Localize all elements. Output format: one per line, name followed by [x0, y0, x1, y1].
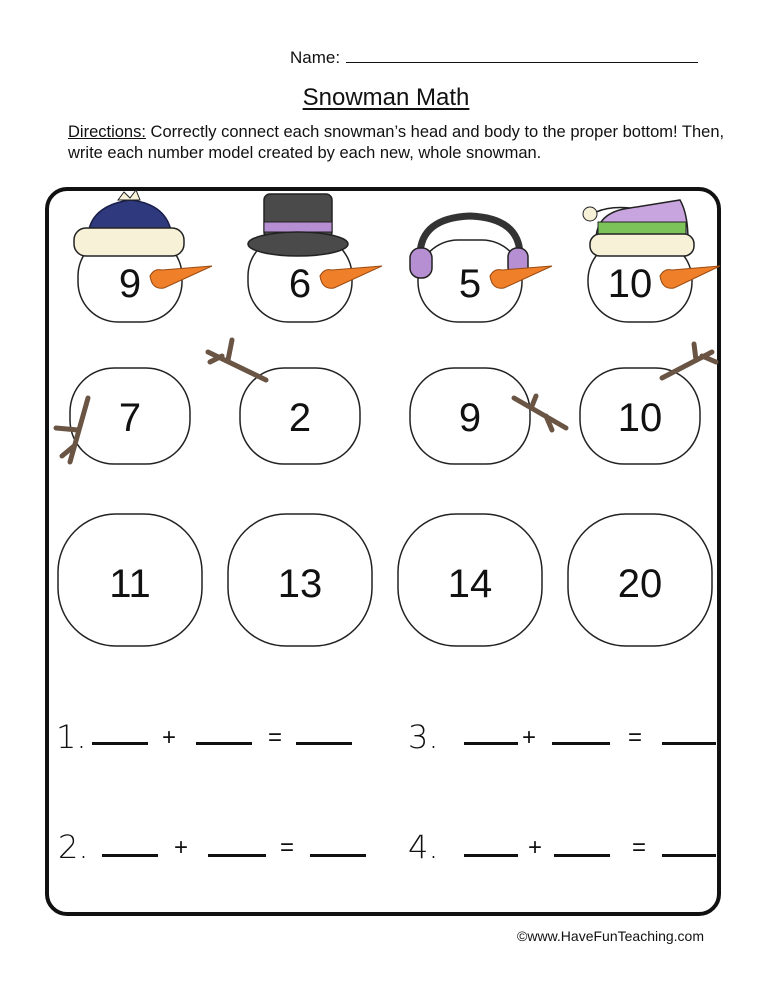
equals-sign: =	[268, 724, 283, 751]
answer-blank[interactable]	[92, 742, 148, 745]
answer-blank[interactable]	[208, 854, 266, 857]
equals-sign: =	[632, 834, 647, 861]
body-number: 2	[288, 396, 312, 440]
directions-label: Directions:	[68, 123, 146, 141]
body-number: 7	[118, 396, 142, 440]
bottom-number: 11	[109, 562, 151, 606]
name-label: Name:	[290, 48, 341, 67]
bottom-number: 14	[447, 562, 493, 606]
answer-blank[interactable]	[310, 854, 366, 857]
equals-sign: =	[628, 724, 643, 751]
answer-blank[interactable]	[662, 742, 716, 745]
answer-blank[interactable]	[196, 742, 252, 745]
twig-arm-icon	[662, 344, 716, 378]
body-number: 9	[458, 396, 482, 440]
body-number: 10	[617, 396, 663, 440]
page-title: Snowman Math	[302, 84, 470, 111]
copyright-footer: ©www.HaveFunTeaching.com	[517, 928, 704, 944]
answer-blank[interactable]	[464, 854, 518, 857]
answer-blank[interactable]	[102, 854, 158, 857]
answer-blank[interactable]	[662, 854, 716, 857]
answer-blank[interactable]	[552, 742, 610, 745]
head-number: 10	[607, 262, 653, 306]
plus-sign: +	[522, 724, 537, 751]
top-hat-icon	[248, 194, 348, 256]
answer-blank[interactable]	[554, 854, 610, 857]
bottom-number: 13	[277, 562, 323, 606]
equation-label: 3.	[408, 718, 439, 756]
equation-label: 1.	[56, 718, 87, 756]
plus-sign: +	[528, 834, 543, 861]
answer-blank[interactable]	[464, 742, 518, 745]
equation-label: 2.	[58, 828, 89, 866]
bottom-number: 20	[617, 562, 663, 606]
blue-beanie-icon	[74, 190, 184, 256]
head-number: 9	[118, 262, 142, 306]
equation-label: 4.	[408, 828, 439, 866]
answer-blank[interactable]	[296, 742, 352, 745]
twig-arm-icon	[208, 340, 266, 380]
directions-text: Correctly connect each snowman’s head and body to the proper bottom! Then, write each number model created by each new, whole snowman.	[68, 123, 725, 162]
plus-sign: +	[174, 834, 189, 861]
equals-sign: =	[280, 834, 295, 861]
green-purple-beanie-icon	[583, 200, 694, 256]
head-number: 5	[458, 262, 482, 306]
plus-sign: +	[162, 724, 177, 751]
head-number: 6	[288, 262, 312, 306]
